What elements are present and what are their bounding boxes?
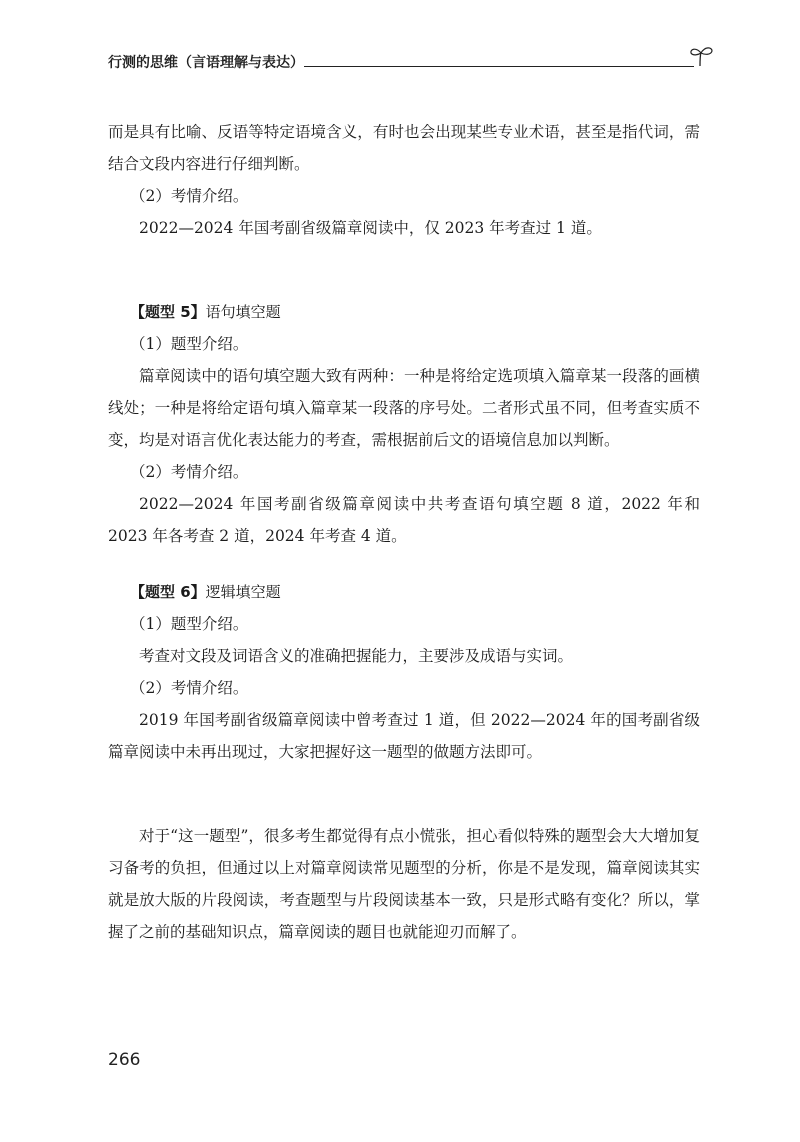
paragraph-4: 2022—2024 年国考副省级篇章阅读中共考查语句填空题 8 道，2022 年和 2023 年各考查 2 道，2024 年考查 4 道。 [108, 495, 700, 545]
item-exam-info-3: （2）考情介绍。 [130, 679, 249, 697]
item-type-intro-2: （1）题型介绍。 [130, 615, 249, 633]
paragraph-1: 而是具有比喻、反语等特定语境含义，有时也会出现某些专业术语，甚至是指代词，需结合文段内容进行仔细判断。 [108, 123, 700, 173]
section-heading-type6 [108, 576, 700, 608]
section-tag-type5: 【题型 5】 [130, 303, 206, 321]
sprout-icon [688, 44, 714, 68]
paragraph-6: 2019 年国考副省级篇章阅读中曾考查过 1 道，但 2022—2024 年的国考副省级篇章阅读中未再出现过，大家把握好这一题型的做题方法即可。 [108, 711, 700, 761]
item-type-intro-1: （1）题型介绍。 [130, 335, 249, 353]
running-header [108, 52, 708, 76]
item-exam-info-2: （2）考情介绍。 [130, 463, 249, 481]
section-name-type6: 逻辑填空题 [205, 583, 281, 601]
item-exam-info-1: （2）考情介绍。 [130, 187, 249, 205]
paragraph-3: 篇章阅读中的语句填空题大致有两种：一种是将给定选项填入篇章某一段落的画横线处；一种是将给定语句填入篇章某一段落的序号处。二者形式虽不同，但考查实质不变，均是对语言优化表达能力的考查，需根据前后文的语境信息加以判断。 [108, 367, 700, 449]
header-rule [304, 66, 694, 67]
paragraph-2: 2022—2024 年国考副省级篇章阅读中，仅 2023 年考查过 1 道。 [139, 219, 602, 237]
paragraph-7: 对于“这一题型”，很多考生都觉得有点小慌张，担心看似特殊的题型会大大增加复习备考的负担，但通过以上对篇章阅读常见题型的分析，你是不是发现，篇章阅读其实就是放大版的片段阅读，考查题型与片段阅读基本一致，只是形式略有变化？所以，掌握了之前的基础知识点，篇章阅读的题目也就能迎刃而解了。 [108, 827, 700, 941]
page-body [108, 116, 700, 948]
section-heading-type5 [108, 296, 700, 328]
header-title: 行测的思维（言语理解与表达） [108, 55, 304, 71]
section-tag-type6: 【题型 6】 [130, 583, 206, 601]
paragraph-5: 考查对文段及词语含义的准确把握能力，主要涉及成语与实词。 [139, 647, 574, 665]
section-name-type5: 语句填空题 [205, 303, 281, 321]
page-number: 266 [108, 1050, 141, 1070]
